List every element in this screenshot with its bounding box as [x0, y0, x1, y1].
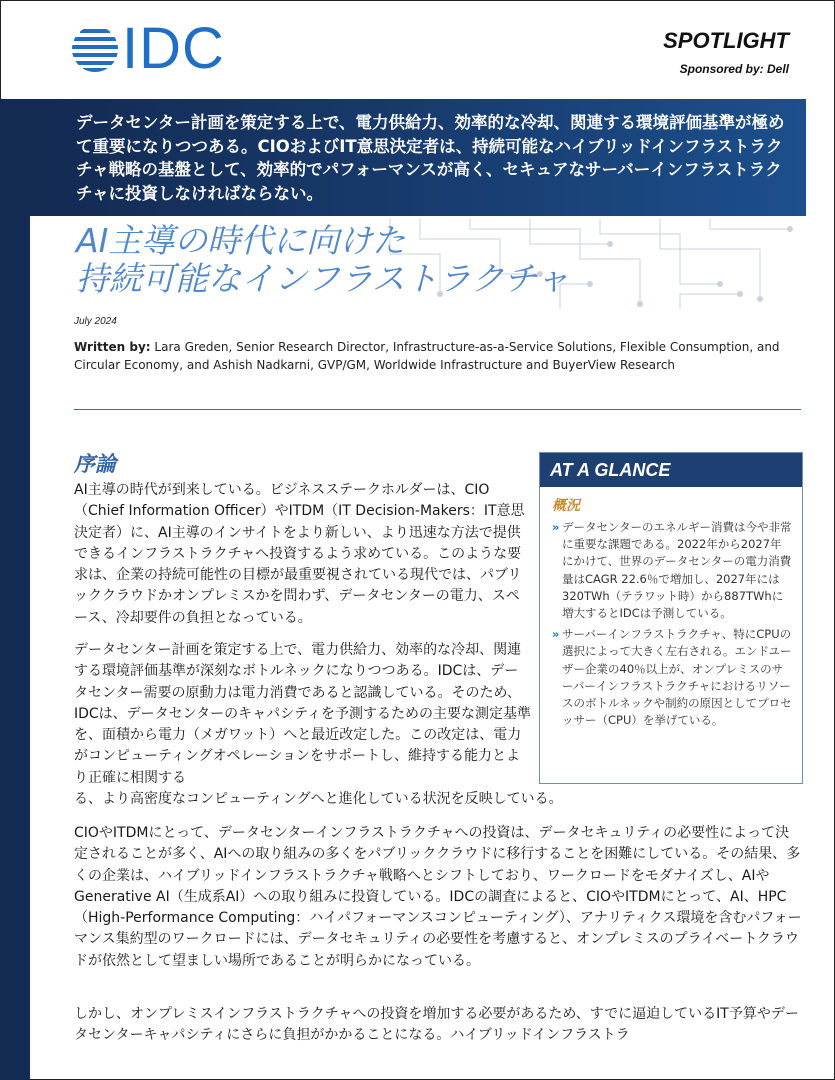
title-line-2: 持続可能なインフラストラクチャ	[76, 259, 570, 298]
at-a-glance-box	[539, 452, 803, 784]
left-accent-band	[0, 99, 30, 1080]
sponsor-label: Sponsored by: Dell	[679, 62, 789, 76]
byline-authors: Lara Greden, Senior Research Director, Infrastructure-as-a-Service Solutions, Flexible Consumption, and Circular Economy, and Ashish Nadkarni, GVP/GM, Worldwide Infrastructure and BuyerView Research	[74, 340, 780, 372]
intro-paragraph-3: CIOやITDMにとって、データセンターインフラストラクチャへの投資は、データセキュリティの必要性によって決定されることが多く、AIへの取り組みの多くをパブリッククラウドに移行することを困難にしている。その結果、多くの企業は、ハイブリッドインフラストラクチャ戦略へとシフトしており、ワークロードをモダナイズし、AIやGenerative AI（生成系AI）への取り組みに投資している。IDCの調査によると、CIOやITDMにとって、AI、HPC（High-Performance Computing：ハイパフォーマンスコンピューティング）、アナリティクス環境を含むパフォーマンス集約型のワークロードには、データセキュリティの必要性を考慮すると、オンプレミスのプライベートクラウドが依然として望ましい場所であることが明らかになっている。	[74, 825, 802, 969]
glance-item-text: サーバーインフラストラクチャ、特にCPUの選択によって大きく左右される。エンドユーザー企業の40％以上が、オンプレミスのサーバーインフラストラクチャにおけるリソースのボトルネックや制約の原因としてプロセッサー（CPU）を挙げている。	[562, 627, 792, 728]
intro-paragraph-1: AI主導の時代が到来している。ビジネスステークホルダーは、CIO（Chief Information Officer）やITDM（IT Decision-Makers：IT意思決定者）に、AI主導のインサイトをより新しい、より迅速な方法で提供できるインフラストラクチャへ投資するよう求めている。このような要求は、企業の持続可能性の目標が最重要視されている現代では、パブリッククラウドかオンプレミスかを問わず、データセンターの電力、スペース、冷却要件の負担となっている。	[74, 482, 525, 626]
byline	[74, 338, 786, 374]
intro-paragraph-4: しかし、オンプレミスインフラストラクチャへの投資を増加する必要があるため、すでに逼迫しているIT予算やデータセンターキャパシティにさらに負担がかかることになる。ハイブリッドインフラストラ	[74, 1006, 799, 1044]
byline-label: Written by:	[74, 340, 151, 354]
page-title	[76, 222, 569, 298]
glance-item	[552, 519, 792, 622]
idc-globe-icon	[72, 26, 118, 72]
section-heading: 序論	[74, 452, 116, 476]
intro-paragraph-2: データセンター計画を策定する上で、電力供給力、効率的な冷却、関連する環境評価基準が深刻なボトルネックになりつつある。IDCは、データセンター需要の原動力は電力消費であると認識している。そのため、IDCは、データセンターのキャパシティを予測するための主要な測定基準を、面積から電力（メガワット）へと最近改定した。この改定は、電力がコンピューティングオペレーションをサポートし、維持する能力とより正確に相関する	[74, 642, 532, 786]
intro-paragraph-2-end: る、より高密度なコンピューティングへと進化している状況を反映している。	[74, 791, 563, 807]
spotlight-label: SPOTLIGHT	[663, 28, 789, 53]
summary-banner	[30, 99, 806, 216]
bullet-icon: »	[552, 520, 560, 534]
glance-subheading: 概況	[552, 498, 580, 514]
glance-list	[540, 519, 802, 729]
glance-item-text: データセンターのエネルギー消費は今や非常に重要な課題である。2022年から2027年にかけて、世界のデータセンターの電力消費量はCAGR 22.6％で増加し、2027年には320TWh（テラワット時）から887TWhに増大するとIDCは予測している。	[562, 520, 792, 621]
logo-text: IDC	[122, 16, 225, 81]
publish-date: July 2024	[74, 316, 117, 327]
bullet-icon: »	[552, 627, 560, 642]
banner-text: データセンター計画を策定する上で、電力供給力、効率的な冷却、関連する環境評価基準が極めて重要になりつつある。CIOおよびIT意思決定者は、持続可能なハイブリッドインフラストラクチャ戦略の基盤として、効率的でパフォーマンスが高く、セキュアなサーバーインフラストラクチャに投資しなければならない。	[76, 113, 785, 203]
idc-logo	[72, 16, 225, 81]
header-divider	[74, 409, 801, 410]
glance-heading: AT A GLANCE	[540, 453, 802, 487]
glance-item	[552, 626, 792, 729]
title-line-1: AI主導の時代に向けた	[76, 221, 406, 260]
